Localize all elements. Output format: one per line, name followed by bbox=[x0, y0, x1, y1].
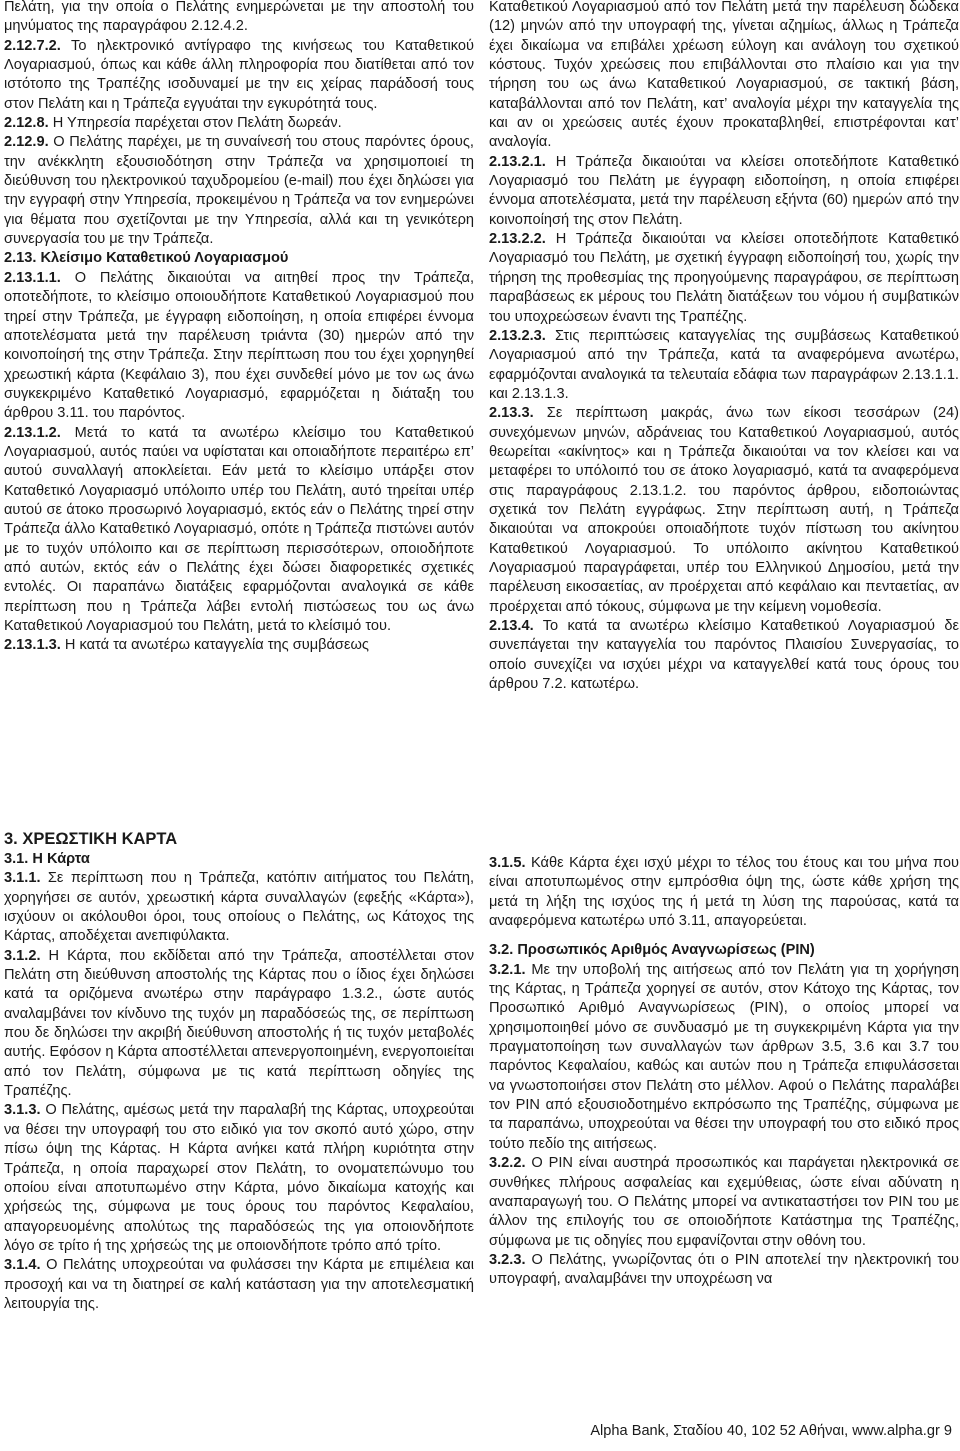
paragraph bbox=[4, 133, 474, 249]
paragraph-text: Η Κάρτα, που εκδίδεται από την Τράπεζα, αποστέλλεται στον Πελάτη στη διεύθυνση αποστολής της Κάρτας που ο ίδιος έχει δηλώσει κατά τα οριζόμενα ανωτέρω στην παράγραφο 1.3.2., ώστε αυτός αναλαμβάνει τον κίνδυνο της τυχόν μη παραδόσεώς της, σε περίπτωση που δε δηλώσει την ακριβή διεύθυνση αποστολής ή τις τυχόν μεταβολές αυτής. Εφόσον η Κάρτα αποστέλλεται απενεργοποιημένη, ενεργοποιείται από τον Πελάτη, σύμφωνα με τις κατά περίπτωση οδηγίες της Τραπέζης. bbox=[4, 947, 474, 1100]
clause-number: 2.13.1.1. bbox=[4, 269, 61, 286]
clause-number: 2.13.3. bbox=[489, 405, 534, 422]
paragraph-text: Με την υποβολή της αιτήσεως από τον Πελάτη για τη χορήγηση της Κάρτας, η Τράπεζα χορηγεί σε αυτόν, στον Κάτοχο της Κάρτας, τον Προσωπικό Αριθμό Αναγνωρίσεως (PIN), ο οποίος μπορεί να χρησιμοποιηθεί μόνο σε συνδυασμό με τη συγκεκριμένη Κάρτα για την πραγματοποίηση των συναλλαγών των άρθρων 3.5, 3.6 και 3.7 του παρόντος Κεφαλαίου, καθώς και αυτών που η Τράπεζα επιφυλάσσεται να γνωστοποιήσει στον Πελάτη στο μέλλον. Αφού ο Πελάτης παραλάβει τον PIN από εξουσιοδοτημένο εκπρόσωπο της Τραπέζης, σύμφωνα με τα παραπάνω, υποχρεούται να θέσει την υπογραφή του στο ειδικό προς τούτο πεδίο της αιτήσεως. bbox=[489, 961, 959, 1152]
clause-number: 2.12.8. bbox=[4, 115, 49, 132]
paragraph-text: Στις περιπτώσεις καταγγελίας της συμβάσεως Καταθετικού Λογαριασμού από την Τράπεζα, κατά τα αναφερόμενα ανωτέρω, εφαρμόζονται αναλογικά τα τελευταία εδάφια των παραγράφων 2.13.1.1. και 2.13.1.3. bbox=[489, 327, 959, 402]
paragraph-text: Ο PIN είναι αυστηρά προσωπικός και παράγεται ηλεκτρονικά σε συνθήκες πλήρους ασφαλείας και εχεμύθειας, ώστε είναι αδύνατη η αναπαραγωγή του. Ο Πελάτης μπορεί να αντικαταστήσει τον PIN του με άλλον της επιλογής του σε οποιοδήποτε Κατάστημα της Τραπέζης, σύμφωνα με τις οδηγίες που εμφανίζονται στην οθόνη του. bbox=[489, 1155, 959, 1249]
paragraph-text: Το κατά τα ανωτέρω κλείσιμο Καταθετικού Λογαριασμού δε συνεπάγεται την καταγγελία του παρόντος Πλαισίου Συνεργασίας, το οποίο συνεχίζει να ισχύει μέχρι να καταγγελθεί κατά τους όρους του άρθρου 7.2. κατωτέρω. bbox=[489, 618, 959, 693]
clause-number: 3.1.5. bbox=[489, 855, 526, 871]
clause-number: 2.13.1.2. bbox=[4, 424, 61, 441]
paragraph-text: Η Υπηρεσία παρέχεται στον Πελάτη δωρεάν. bbox=[48, 115, 342, 132]
clause-number: 2.13.4. bbox=[489, 618, 534, 634]
paragraph bbox=[4, 947, 474, 1102]
paragraph-text: Η Τράπεζα δικαιούται να κλείσει οποτεδήποτε Καταθετικό Λογαριασμό του Πελάτη με έγγραφη ειδοποίηση, η οποία επιφέρει έννομα αποτελέσματα, μετά την παρέλευση εξήντα (60) ημερών από την κοινοποίησή της στον Πελάτη. bbox=[489, 153, 959, 228]
paragraph-text: Μετά το κατά τα ανωτέρω κλείσιμο του Καταθετικού Λογαριασμού, αυτός παύει να υφίσταται και οποιαδήποτε περαιτέρω επ’ αυτού συναλλαγή αποκλείεται. Εάν μετά το κλείσιμο υπάρξει στον Καταθετικό Λογαριασμό υπόλοιπο υπέρ του Πελάτη, αυτό τηρείται υπέρ αυτού σε άτοκο προσωρινό λογαριασμό, εκτός εάν ο Πελάτης τηρεί στην Τράπεζα άλλο Καταθετικό Λογαριασμό, οπότε η Τράπεζα πιστώνει αυτόν με το τυχόν υπόλοιπο και σε περίπτωση περισσότερων, οποιοδήποτε από αυτών, εκτός εάν ο Πελάτης έχει δώσει διαφορετικές σχετικές εντολές. Οι παραπάνω διατάξεις εφαρμόζονται αναλογικά σε κάθε περίπτωση που η Τράπεζα λάβει εντολή πιστώσεως του ως άνω Καταθετικού Λογαριασμού του Πελάτη, μετά το κλείσιμό του. bbox=[4, 424, 474, 634]
section-heading: 3.2. Προσωπικός Αριθμός Αναγνωρίσεως (PIN) bbox=[489, 942, 815, 959]
clause-number: 2.13.2.2. bbox=[489, 231, 546, 248]
paragraph bbox=[489, 230, 959, 327]
clause-number: 2.13.1.3. bbox=[4, 637, 61, 654]
paragraph bbox=[4, 114, 474, 133]
top-left-column bbox=[4, 0, 474, 656]
clause-number: 3.1.4. bbox=[4, 1257, 41, 1274]
paragraph bbox=[489, 854, 959, 931]
spacer bbox=[489, 931, 959, 941]
paragraph bbox=[4, 1256, 474, 1314]
paragraph-text: Ο Πελάτης υποχρεούται να φυλάσσει την Κάρτα με επιμέλεια και προσοχή και να τη διατηρεί σε καλή κατάσταση για την αποτελεσματική λειτουργία της. bbox=[4, 1257, 474, 1312]
paragraph bbox=[489, 1251, 959, 1290]
paragraph bbox=[4, 1101, 474, 1256]
paragraph-text: Σε περίπτωση μακράς, άνω των είκοσι τεσσάρων (24) συνεχόμενων μηνών, αδράνειας του Καταθετικού Λογαριασμού, αυτός θεωρείται «ακίνητος» και η Τράπεζα δικαιούται να τον κλείσει και να μεταφέρει το υπόλοιπό του σε άτοκο λογαριασμό, κατά τα αναφερόμενα στις παραγράφους 2.13.1.2. του παρόντος άρθρου, ειδοποιώντας σχετικά τον Πελάτη εγγράφως. Στην περίπτωση αυτή, η Τράπεζα δικαιούται να αποκρούει οποιαδήποτε τυχόν πίστωση του ακίνητου Καταθετικού Λογαριασμού. Το υπόλοιπο ακίνητου Καταθετικού Λογαριασμού παραγράφεται, υπέρ του Ελληνικού Δημοσίου, μετά την παρέλευση εικοσαετίας, αν προέρχεται από κεφάλαιο και πενταετίας, αν προέρχεται από τόκους, σύμφωνα με την κείμενη νομοθεσία. bbox=[489, 405, 959, 615]
paragraph bbox=[4, 636, 474, 655]
clause-number: 3.2.2. bbox=[489, 1155, 526, 1172]
paragraph bbox=[489, 961, 959, 1154]
chapter-heading: 3. ΧΡΕΩΣΤΙΚΗ ΚΑΡΤΑ bbox=[4, 830, 178, 848]
paragraph-text: Ο Πελάτης, γνωρίζοντας ότι ο PIN αποτελεί την ηλεκτρονική του υπογραφή, αναλαμβάνει την υποχρέωση να bbox=[489, 1251, 959, 1288]
paragraph-text: Κάθε Κάρτα έχει ισχύ μέχρι το τέλος του έτους και του μήνα που είναι αποτυπωμένος στην εμπρόσθια όψη της, ώστε κάθε χρήση της μετά τη λήξη της ισχύος της ή μετά τη λύση της παρούσας, κατά τα αναφερόμενα κατωτέρω υπό 3.11, απαγορεύεται. bbox=[489, 855, 959, 930]
clause-number: 2.12.9. bbox=[4, 134, 49, 151]
footer-address: Alpha Bank, Σταδίου 40, 102 52 Αθήναι, www.alpha.gr bbox=[590, 1423, 940, 1439]
paragraph-text: Η κατά τα ανωτέρω καταγγελία της συμβάσεως bbox=[60, 637, 369, 654]
clause-number: 2.12.7.2. bbox=[4, 37, 61, 54]
paragraph bbox=[489, 153, 959, 230]
page-footer bbox=[590, 1423, 952, 1439]
bottom-right-column bbox=[489, 854, 959, 1290]
top-right-column bbox=[489, 0, 959, 694]
paragraph-text: Ο Πελάτης, αμέσως μετά την παραλαβή της Κάρτας, υποχρεούται να θέσει την υπογραφή του στο ειδικό για τον σκοπό αυτό χώρο, στην πίσω όψη της Κάρτας. Η Κάρτα ανήκει κατά πλήρη κυριότητα στην Τράπεζα, η οποία παραχωρεί στον Πελάτη, το ονοματεπώνυμο του οποίου είναι αποτυπωμένο στην Κάρτα, μόνο δικαίωμα κατοχής και χρήσεώς της, σύμφωνα με τους όρους του παρόντος Κεφαλαίου, απαγορευομένης απολύτως της παραδόσεώς της για οποιονδήποτε λόγο σε τρίτο ή της χρήσεώς της με οποιονδήποτε τρόπο από τρίτο. bbox=[4, 1102, 474, 1254]
paragraph bbox=[489, 404, 959, 617]
paragraph bbox=[4, 0, 474, 37]
clause-number: 2.13.2.1. bbox=[489, 153, 546, 170]
paragraph bbox=[4, 37, 474, 114]
paragraph-text: Το ηλεκτρονικό αντίγραφο της κινήσεως του Καταθετικού Λογαριασμού, όπως και κάθε άλλη πληροφορία που διατίθεται από τον ιστότοπο της Τραπέζης ισοδυναμεί με την εις χείρας παράδοσή τους στον Πελάτη και η Τράπεζα εγγυάται την εγκυρότητά τους. bbox=[4, 37, 474, 112]
clause-number: 3.1.1. bbox=[4, 870, 41, 887]
paragraph-text: Πελάτη, για την οποία ο Πελάτης ενημερώνεται με την αποστολή του μηνύματος της παραγράφου 2.12.4.2. bbox=[4, 0, 474, 35]
clause-number: 3.1.2. bbox=[4, 947, 41, 964]
clause-number: 2.13.2.3. bbox=[489, 327, 546, 344]
paragraph bbox=[489, 0, 959, 153]
page-number: 9 bbox=[943, 1423, 952, 1439]
section-heading: 3.1. Η Κάρτα bbox=[4, 851, 90, 867]
clause-number: 3.2.3. bbox=[489, 1251, 526, 1268]
paragraph-text: Η Τράπεζα δικαιούται να κλείσει οποτεδήποτε Καταθετικό Λογαριασμό του Πελάτη, με σχετική έγγραφη ειδοποίησή του, χωρίς την τήρηση της προθεσμίας της προηγούμενης παραγράφου, σε περίπτωση παραβάσεως εκ μέρους του Πελάτη διατάξεων του νόμου ή συμβατικών του υποχρεώσεων έναντι της Τραπέζης. bbox=[489, 231, 959, 325]
clause-number: 3.2.1. bbox=[489, 961, 526, 978]
bottom-left-column bbox=[4, 828, 474, 1314]
paragraph bbox=[4, 269, 474, 424]
paragraph-text: Καταθετικού Λογαριασμού από τον Πελάτη μετά την παρέλευση δώδεκα (12) μηνών από την υπογραφή της, γίνεται αζημίως, άλλως η Τράπεζα έχει δικαίωμα να επιβάλει χρέωση εύλογη και ανάλογη του σχετικού κόστους. Τυχόν χρεώσεις που επιβάλλονται στο πλαίσιο και για την τήρηση του ως άνω Καταθετικού Λογαριασμού, σε τακτική βάση, καταβάλλονται από τον Πελάτη, κατ’ αναλογία μέχρι την καταγγελία της και αν οι χρεώσεις αυτές έχουν προκαταβληθεί, επιστρέφονται κατ’ αναλογία. bbox=[489, 0, 959, 151]
paragraph bbox=[489, 1154, 959, 1251]
paragraph bbox=[489, 327, 959, 404]
paragraph bbox=[4, 869, 474, 946]
paragraph bbox=[489, 617, 959, 694]
clause-number: 3.1.3. bbox=[4, 1102, 41, 1119]
paragraph-text: Ο Πελάτης παρέχει, με τη συναίνεσή του στους παρόντες όρους, την ανέκκλητη εξουσιοδότηση στην Τράπεζα να χρησιμοποιεί τη διεύθυνση του ηλεκτρονικού ταχυδρομείου (e-mail) που έχει δηλώσει για την εγγραφή στην Υπηρεσία, προκειμένου η Τράπεζα να τον ενημερώνει για θέματα που σχετίζονται με την Υπηρεσία, αλλά και τη γενικότερη συνεργασία του με την Τράπεζα. bbox=[4, 134, 474, 248]
section-heading: 2.13. Κλείσιμο Καταθετικού Λογαριασμού bbox=[4, 250, 289, 267]
paragraph bbox=[4, 424, 474, 637]
paragraph-text: Ο Πελάτης δικαιούται να αιτηθεί προς την Τράπεζα, οποτεδήποτε, το κλείσιμο οποιουδήποτε Καταθετικού Λογαριασμού που τηρεί στην Τράπεζα, με έγγραφη ειδοποίηση, η οποία επιφέρει έννομα αποτελέσματα μετά την παρέλευση τριάντα (30) ημερών από την κοινοποίησή της στην Τράπεζα. Στην περίπτωση που του έχει χορηγηθεί χρεωστική κάρτα (Κεφάλαιο 3), που έχει συνδεθεί μόνο με τον ως άνω συγκεκριμένο Καταθετικό Λογαριασμό, εφαρμόζεται η διάταξη του άρθρου 3.11. του παρόντος. bbox=[4, 269, 474, 422]
paragraph-text: Σε περίπτωση που η Τράπεζα, κατόπιν αιτήματος του Πελάτη, χορηγήσει σε αυτόν, χρεωστική κάρτα συναλλαγών (εφεξής «Κάρτα»), ισχύουν οι ακόλουθοι όροι, τους οποίους ο Πελάτης, ως Κάτοχος της Κάρτας, αποδέχεται ανεπιφύλακτα. bbox=[4, 870, 474, 945]
